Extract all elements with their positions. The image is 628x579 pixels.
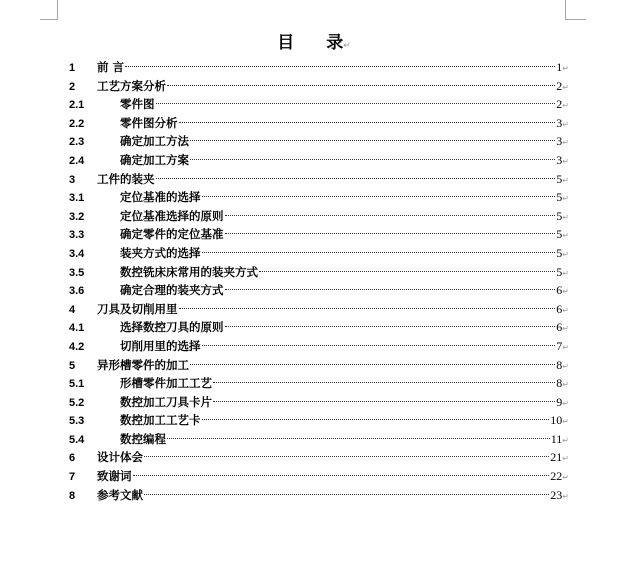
toc-dot-leader [144, 456, 549, 457]
toc-entry-label: 确定加工方案 [120, 152, 189, 167]
toc-dot-leader [202, 252, 556, 253]
paragraph-mark-icon: ↵ [562, 417, 569, 427]
toc-entry-label: 数控铣床床常用的装夹方式 [120, 264, 258, 279]
toc-entry[interactable] [69, 281, 569, 300]
paragraph-mark-icon: ↵ [562, 473, 569, 483]
paragraph-mark-icon: ↵ [562, 324, 569, 334]
toc-dot-leader [179, 122, 556, 123]
toc-entry[interactable] [69, 318, 569, 337]
toc-entry[interactable] [69, 207, 569, 226]
toc-entry-label: 前 言 [97, 60, 125, 74]
toc-entry[interactable] [69, 114, 569, 133]
toc-entry-number: 2.4 [69, 154, 85, 167]
toc-entry-number: 5.4 [69, 433, 85, 446]
paragraph-mark-icon: ↵ [562, 491, 569, 501]
toc-entry-number: 5.3 [69, 415, 85, 428]
toc-entry-page: 23 [550, 487, 563, 502]
toc-entry[interactable] [69, 448, 569, 467]
paragraph-mark-icon: ↵ [562, 435, 569, 445]
toc-entry-page: 1 [556, 60, 563, 74]
toc-entry-number: 1 [69, 62, 76, 74]
toc-entry-number: 3.5 [69, 266, 85, 279]
toc-entry-page: 5 [556, 171, 563, 186]
toc-dot-leader [167, 85, 555, 86]
toc-dot-leader [225, 326, 556, 327]
toc-dot-leader [259, 271, 555, 272]
toc-entry-page: 8 [556, 357, 563, 372]
toc-dot-leader [213, 382, 555, 383]
toc-entry-page: 3 [556, 134, 563, 149]
toc-entry[interactable] [69, 244, 569, 263]
toc-dot-leader [225, 289, 556, 290]
toc-entry-label: 数控加工工艺卡 [120, 413, 201, 428]
toc-entry[interactable] [69, 188, 569, 207]
toc-entry-label: 装夹方式的选择 [120, 245, 201, 260]
toc-dot-leader [190, 140, 555, 141]
toc-entry-label: 工件的装夹 [97, 171, 155, 186]
paragraph-mark-icon: ↵ [562, 249, 569, 259]
toc-dot-leader [202, 196, 556, 197]
toc-entry[interactable] [69, 411, 569, 430]
toc-entry-page: 10 [550, 413, 563, 428]
toc-entry-page: 2 [556, 97, 563, 112]
toc-entry-page: 9 [556, 394, 563, 409]
paragraph-mark-icon: ↵ [562, 82, 569, 92]
toc-entry[interactable] [69, 170, 569, 189]
toc-entry-page: 6 [556, 320, 563, 335]
paragraph-mark-icon: ↵ [562, 287, 569, 297]
paragraph-mark-icon: ↵ [562, 194, 569, 204]
toc-entry-label: 参考文献 [97, 487, 143, 502]
toc-title-char-1: 目 [277, 33, 295, 53]
toc-entry[interactable] [69, 225, 569, 244]
toc-entry-label: 选择数控刀具的原则 [120, 320, 224, 335]
paragraph-mark-icon: ↵ [562, 119, 569, 129]
toc-entry-number: 4 [69, 303, 76, 316]
paragraph-mark-icon: ↵ [562, 156, 569, 166]
toc-entry[interactable] [69, 374, 569, 393]
toc-dot-leader [133, 475, 550, 476]
toc-entry-number: 3.4 [69, 247, 85, 260]
table-of-contents [69, 58, 569, 504]
toc-entry-page: 5 [556, 190, 563, 205]
toc-entry-number: 3 [69, 173, 76, 186]
toc-entry-label: 数控加工刀具卡片 [120, 394, 212, 409]
toc-entry-number: 2.2 [69, 117, 85, 130]
toc-title-char-2: 录 [326, 33, 344, 53]
toc-dot-leader [202, 419, 550, 420]
paragraph-mark-icon: ↵ [562, 268, 569, 278]
toc-entry[interactable] [69, 77, 569, 96]
toc-entry[interactable] [69, 430, 569, 449]
toc-entry-number: 5 [69, 359, 76, 372]
toc-dot-leader [167, 438, 550, 439]
toc-entry-number: 3.1 [69, 192, 85, 205]
toc-entry-page: 21 [550, 450, 563, 465]
toc-entry-page: 11 [550, 431, 563, 446]
toc-title [0, 28, 628, 53]
toc-dot-leader [125, 66, 555, 67]
toc-entry-page: 2 [556, 78, 563, 93]
toc-entry-page: 3 [556, 115, 563, 130]
toc-entry-label: 数控编程 [120, 431, 166, 446]
toc-entry-number: 2 [69, 80, 76, 93]
paragraph-mark-icon: ↵ [343, 41, 351, 51]
toc-entry[interactable] [69, 151, 569, 170]
toc-dot-leader [225, 233, 556, 234]
toc-entry-label: 刀具及切削用里 [97, 301, 178, 316]
paragraph-mark-icon: ↵ [562, 380, 569, 390]
toc-entry-number: 7 [69, 471, 76, 484]
toc-entry-page: 5 [556, 264, 563, 279]
toc-entry-label: 确定加工方法 [120, 134, 189, 149]
toc-entry-label: 致谢词 [97, 469, 132, 484]
toc-dot-leader [144, 494, 549, 495]
toc-entry-page: 5 [556, 245, 563, 260]
toc-entry-number: 6 [69, 452, 76, 465]
toc-dot-leader [190, 364, 555, 365]
toc-entry-page: 3 [556, 152, 563, 167]
toc-entry-number: 2.1 [69, 99, 85, 112]
toc-entry-label: 设计体会 [97, 450, 143, 465]
toc-dot-leader [202, 345, 556, 346]
toc-entry-page: 6 [556, 301, 563, 316]
toc-entry-number: 4.1 [69, 322, 85, 335]
toc-entry[interactable] [69, 486, 569, 505]
toc-entry-page: 5 [556, 208, 563, 223]
toc-entry-label: 形槽零件加工工艺 [120, 376, 212, 391]
toc-dot-leader [156, 178, 556, 179]
paragraph-mark-icon: ↵ [562, 64, 569, 73]
toc-entry[interactable] [69, 58, 569, 77]
toc-entry-label: 定位基准选择的原则 [120, 208, 224, 223]
paragraph-mark-icon: ↵ [562, 231, 569, 241]
paragraph-mark-icon: ↵ [562, 212, 569, 222]
toc-dot-leader [156, 103, 556, 104]
toc-entry-page: 7 [556, 338, 563, 353]
toc-entry-label: 工艺方案分析 [97, 78, 166, 93]
toc-entry-label: 切削用里的选择 [120, 338, 201, 353]
toc-entry-label: 零件图分析 [120, 115, 178, 130]
toc-entry-number: 2.3 [69, 136, 85, 149]
toc-entry[interactable] [69, 132, 569, 151]
toc-entry-label: 确定合理的装夹方式 [120, 283, 224, 298]
toc-entry-number: 3.2 [69, 210, 85, 223]
toc-entry-page: 22 [550, 469, 563, 484]
toc-entry-number: 8 [69, 489, 76, 502]
toc-entry[interactable] [69, 95, 569, 114]
toc-entry-label: 定位基准的选择 [120, 190, 201, 205]
toc-entry-number: 4.2 [69, 340, 85, 353]
toc-entry-label: 零件图 [120, 97, 155, 112]
toc-dot-leader [213, 401, 555, 402]
paragraph-mark-icon: ↵ [562, 361, 569, 371]
toc-entry[interactable] [69, 300, 569, 319]
toc-entry-page: 8 [556, 376, 563, 391]
page-corner-mark-top-right [565, 0, 586, 20]
toc-entry-number: 5.1 [69, 378, 85, 391]
toc-entry-page: 5 [556, 227, 563, 242]
paragraph-mark-icon: ↵ [562, 138, 569, 148]
toc-entry[interactable] [69, 356, 569, 375]
toc-dot-leader [190, 159, 555, 160]
toc-entry[interactable] [69, 263, 569, 282]
paragraph-mark-icon: ↵ [562, 101, 569, 111]
toc-entry-number: 3.3 [69, 229, 85, 242]
toc-entry[interactable] [69, 393, 569, 412]
toc-entry-label: 异形槽零件的加工 [97, 357, 189, 372]
paragraph-mark-icon: ↵ [562, 175, 569, 185]
toc-dot-leader [179, 308, 556, 309]
page-corner-mark-top-left [40, 0, 58, 20]
toc-entry-number: 3.6 [69, 285, 85, 298]
toc-entry-page: 6 [556, 283, 563, 298]
paragraph-mark-icon: ↵ [562, 305, 569, 315]
paragraph-mark-icon: ↵ [562, 342, 569, 352]
toc-entry[interactable] [69, 337, 569, 356]
toc-entry-number: 5.2 [69, 396, 85, 409]
toc-entry-label: 确定零件的定位基准 [120, 227, 224, 242]
toc-dot-leader [225, 215, 556, 216]
toc-entry[interactable] [69, 467, 569, 486]
paragraph-mark-icon: ↵ [562, 454, 569, 464]
paragraph-mark-icon: ↵ [562, 398, 569, 408]
